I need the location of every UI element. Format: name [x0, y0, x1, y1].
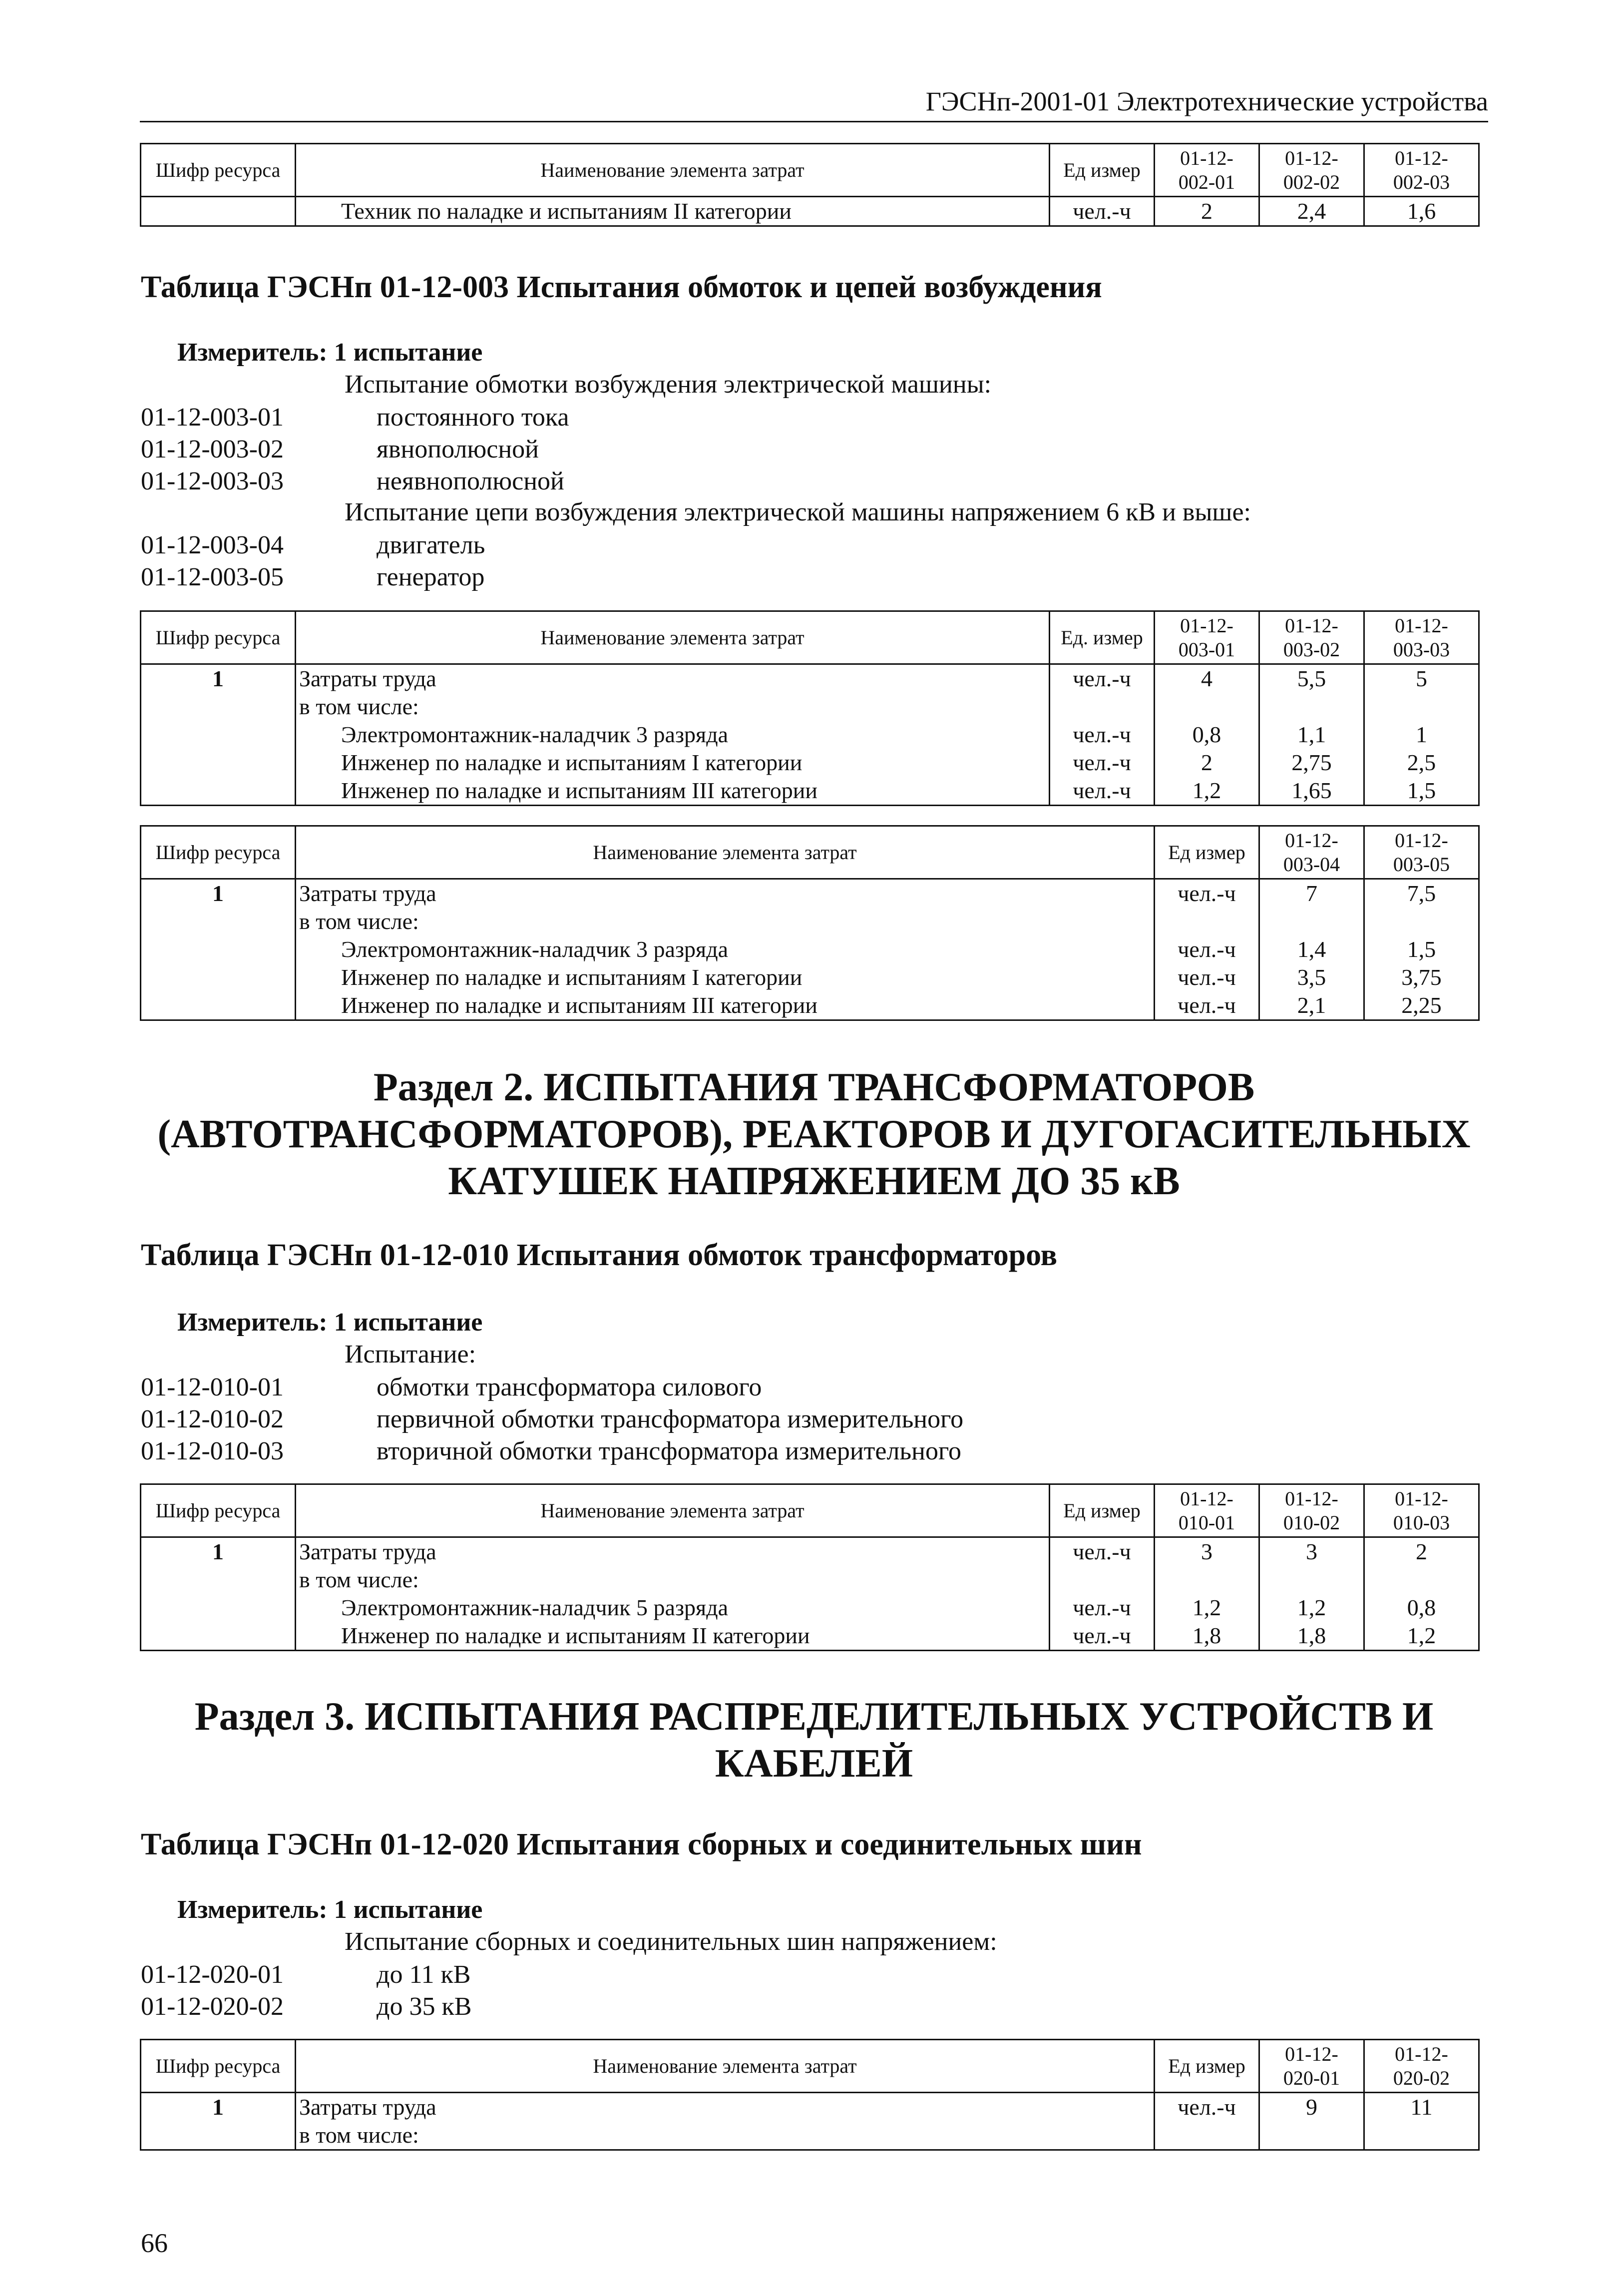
table-row [141, 2093, 1479, 2122]
unit [1050, 693, 1155, 721]
work-name: до 35 кВ [377, 1992, 472, 2021]
cost-element-name: Инженер по наладке и испытаниям III категории [296, 777, 1050, 806]
col-header-resource-code: Шифр ресурса [141, 2040, 296, 2093]
cost-table-020 [140, 2039, 1480, 2151]
list-item [141, 529, 485, 561]
unit: чел.-ч [1155, 2093, 1259, 2122]
unit: чел.-ч [1155, 879, 1259, 908]
list-item [141, 561, 485, 593]
cost-element-name: Затраты труда [296, 664, 1050, 693]
norm-value: 1,6 [1364, 197, 1479, 226]
list-item [141, 1435, 963, 1467]
table-row [141, 1566, 1479, 1594]
table-row [141, 749, 1479, 777]
work-code: 01-12-003-03 [141, 467, 284, 495]
unit [1155, 908, 1259, 935]
cost-element-name: в том числе: [296, 1566, 1050, 1594]
table-row [141, 664, 1479, 693]
cost-element-name: Техник по наладке и испытаниям II категории [296, 197, 1050, 226]
col-header-norm-2: 01-12- 010-02 [1259, 1484, 1364, 1537]
cost-element-name: в том числе: [296, 693, 1050, 721]
list-item [141, 402, 569, 434]
col-header-norm-2: 01-12- 020-02 [1364, 2040, 1479, 2093]
list-item [141, 434, 569, 465]
resource-code: 1 [141, 2093, 296, 2122]
running-title: ГЭСНп-2001-01 Электротехнические устройства [925, 86, 1488, 116]
table-row [141, 1622, 1479, 1651]
col-header-resource-code: Шифр ресурса [141, 1484, 296, 1537]
col-header-norm-2: 01-12- 003-02 [1259, 611, 1364, 664]
table-row [141, 991, 1479, 1020]
norm-value [1364, 2121, 1479, 2150]
norm-value: 1,4 [1259, 935, 1364, 963]
table-row [141, 935, 1479, 963]
cost-element-name: Инженер по наладке и испытаниям II категории [296, 1622, 1050, 1651]
resource-code [141, 721, 296, 749]
list-item [141, 465, 569, 497]
col-header-resource-code: Шифр ресурса [141, 611, 296, 664]
table-row [141, 908, 1479, 935]
norm-value: 1,8 [1259, 1622, 1364, 1651]
resource-code: 1 [141, 879, 296, 908]
cost-element-name: в том числе: [296, 908, 1155, 935]
table-row [141, 879, 1479, 908]
work-code: 01-12-020-02 [141, 1992, 284, 2021]
work-name: генератор [377, 563, 485, 591]
norm-value [1364, 908, 1479, 935]
work-code: 01-12-010-03 [141, 1437, 284, 1465]
cost-element-name: Электромонтажник-наладчик 3 разряда [296, 721, 1050, 749]
norm-value: 3,5 [1259, 963, 1364, 991]
norm-value: 4 [1155, 664, 1259, 693]
norm-value: 2 [1155, 749, 1259, 777]
norm-value [1155, 1566, 1259, 1594]
table-row [141, 693, 1479, 721]
work-code: 01-12-003-05 [141, 563, 284, 591]
col-header-norm-1: 01-12- 020-01 [1259, 2040, 1364, 2093]
cost-element-name: Затраты труда [296, 1537, 1050, 1566]
norm-value: 2 [1155, 197, 1259, 226]
col-header-norm-3: 01-12- 003-03 [1364, 611, 1479, 664]
cost-table-010 [140, 1483, 1480, 1651]
col-header-cost-element: Наименование элемента затрат [296, 2040, 1155, 2093]
col-header-unit: Ед измер [1050, 1484, 1155, 1537]
norm-value: 1,5 [1364, 935, 1479, 963]
col-header-norm-1: 01-12- 010-01 [1155, 1484, 1259, 1537]
col-header-norm-2: 01-12- 002-02 [1259, 144, 1364, 197]
col-header-norm-3: 01-12- 010-03 [1364, 1484, 1479, 1537]
resource-code [141, 197, 296, 226]
resource-code [141, 693, 296, 721]
unit: чел.-ч [1050, 1537, 1155, 1566]
unit: чел.-ч [1050, 777, 1155, 806]
table-row [141, 1594, 1479, 1622]
norm-value [1259, 1566, 1364, 1594]
table-title-010: Таблица ГЭСНп 01-12-010 Испытания обмоток трансформаторов [141, 1238, 1058, 1272]
cost-element-name: Электромонтажник-наладчик 3 разряда [296, 935, 1155, 963]
norm-value [1259, 693, 1364, 721]
cost-element-name: Инженер по наладке и испытаниям III категории [296, 991, 1155, 1020]
norm-value: 2,5 [1364, 749, 1479, 777]
resource-code [141, 1622, 296, 1651]
cost-element-name: Инженер по наладке и испытаниям I категории [296, 963, 1155, 991]
work-items-list [141, 402, 569, 497]
work-code: 01-12-010-02 [141, 1405, 284, 1433]
work-items-list [141, 529, 485, 593]
work-description: Испытание: [345, 1340, 476, 1369]
norm-value: 3,75 [1364, 963, 1479, 991]
norm-value: 2 [1364, 1537, 1479, 1566]
col-header-resource-code: Шифр ресурса [141, 144, 296, 197]
norm-value: 1,8 [1155, 1622, 1259, 1651]
resource-code [141, 963, 296, 991]
col-header-norm-1: 01-12- 003-01 [1155, 611, 1259, 664]
table-title-020: Таблица ГЭСНп 01-12-020 Испытания сборных и соединительных шин [141, 1828, 1142, 1861]
norm-value [1259, 908, 1364, 935]
work-items-list [141, 1372, 963, 1467]
table-row [141, 963, 1479, 991]
page-number: 66 [141, 2228, 168, 2258]
work-name: постоянного тока [377, 403, 569, 432]
norm-value: 1,2 [1155, 777, 1259, 806]
norm-value: 7,5 [1364, 879, 1479, 908]
cost-element-name: Затраты труда [296, 879, 1155, 908]
col-header-cost-element: Наименование элемента затрат [296, 826, 1155, 879]
work-name: двигатель [377, 531, 485, 559]
unit: чел.-ч [1050, 197, 1155, 226]
norm-value: 1,2 [1364, 1622, 1479, 1651]
norm-value: 2,1 [1259, 991, 1364, 1020]
col-header-norm-4: 01-12- 003-04 [1259, 826, 1364, 879]
norm-value: 11 [1364, 2093, 1479, 2122]
norm-value [1259, 2121, 1364, 2150]
col-header-unit: Ед измер [1155, 826, 1259, 879]
list-item [141, 1959, 471, 1991]
work-name: неявнополюсной [377, 467, 564, 495]
unit: чел.-ч [1155, 991, 1259, 1020]
work-code: 01-12-020-01 [141, 1960, 284, 1989]
work-description: Испытание цепи возбуждения электрической машины напряжением 6 кВ и выше: [345, 498, 1251, 526]
col-header-resource-code: Шифр ресурса [141, 826, 296, 879]
unit: чел.-ч [1155, 935, 1259, 963]
col-header-cost-element: Наименование элемента затрат [296, 611, 1050, 664]
list-item [141, 1372, 963, 1403]
col-header-norm-5: 01-12- 003-05 [1364, 826, 1479, 879]
norm-value: 2,25 [1364, 991, 1479, 1020]
cost-table-003-a [140, 610, 1480, 806]
work-name: явнополюсной [377, 435, 539, 463]
norm-value [1364, 1566, 1479, 1594]
norm-value: 2,75 [1259, 749, 1364, 777]
work-code: 01-12-003-01 [141, 403, 284, 432]
measurement-unit: Измеритель: 1 испытание [177, 1895, 483, 1924]
table-title-003: Таблица ГЭСНп 01-12-003 Испытания обмоток и цепей возбуждения [141, 270, 1102, 304]
col-header-norm-3: 01-12- 002-03 [1364, 144, 1479, 197]
section-3-heading: Раздел 3. ИСПЫТАНИЯ РАСПРЕДЕЛИТЕЛЬНЫХ УСТРОЙСТВ И КАБЕЛЕЙ [194, 1695, 1434, 1786]
col-header-cost-element: Наименование элемента затрат [296, 1484, 1050, 1537]
list-item [141, 1991, 471, 2023]
resource-code [141, 1594, 296, 1622]
unit: чел.-ч [1050, 664, 1155, 693]
work-description: Испытание сборных и соединительных шин напряжением: [345, 1927, 997, 1956]
norm-value: 1,2 [1259, 1594, 1364, 1622]
work-name: первичной обмотки трансформатора измерительного [377, 1405, 964, 1433]
norm-value: 5 [1364, 664, 1479, 693]
col-header-unit: Ед измер [1155, 2040, 1259, 2093]
work-code: 01-12-003-02 [141, 435, 284, 463]
norm-value: 5,5 [1259, 664, 1364, 693]
unit: чел.-ч [1050, 749, 1155, 777]
col-header-unit: Ед измер [1050, 144, 1155, 197]
col-header-norm-1: 01-12- 002-01 [1155, 144, 1259, 197]
norm-value [1364, 693, 1479, 721]
cost-element-name: Затраты труда [296, 2093, 1155, 2122]
norm-value: 7 [1259, 879, 1364, 908]
work-name: вторичной обмотки трансформатора измерительного [377, 1437, 961, 1465]
norm-value: 9 [1259, 2093, 1364, 2122]
measurement-unit: Измеритель: 1 испытание [177, 338, 483, 367]
cost-element-name: Электромонтажник-наладчик 5 разряда [296, 1594, 1050, 1622]
table-row [141, 197, 1479, 226]
resource-code [141, 2121, 296, 2150]
list-item [141, 1403, 963, 1435]
table-row [141, 777, 1479, 806]
table-row [141, 2121, 1479, 2150]
norm-value: 0,8 [1155, 721, 1259, 749]
norm-value: 1,1 [1259, 721, 1364, 749]
resource-code: 1 [141, 1537, 296, 1566]
col-header-cost-element: Наименование элемента затрат [296, 144, 1050, 197]
resource-code [141, 1566, 296, 1594]
resource-code [141, 991, 296, 1020]
resource-code [141, 749, 296, 777]
resource-code [141, 935, 296, 963]
measurement-unit: Измеритель: 1 испытание [177, 1308, 483, 1337]
work-name: до 11 кВ [377, 1960, 471, 1989]
cost-table-003-b [140, 825, 1480, 1021]
unit [1155, 2121, 1259, 2150]
norm-value: 0,8 [1364, 1594, 1479, 1622]
work-code: 01-12-003-04 [141, 531, 284, 559]
norm-value: 2,4 [1259, 197, 1364, 226]
work-code: 01-12-010-01 [141, 1373, 284, 1401]
resource-code: 1 [141, 664, 296, 693]
col-header-unit: Ед. измер [1050, 611, 1155, 664]
resource-code [141, 777, 296, 806]
unit: чел.-ч [1155, 963, 1259, 991]
norm-value: 1,65 [1259, 777, 1364, 806]
norm-value: 1,5 [1364, 777, 1479, 806]
work-description: Испытание обмотки возбуждения электрической машины: [345, 370, 992, 399]
norm-value: 1 [1364, 721, 1479, 749]
unit: чел.-ч [1050, 721, 1155, 749]
unit [1050, 1566, 1155, 1594]
work-items-list [141, 1959, 471, 2023]
cost-element-name: Инженер по наладке и испытаниям I категории [296, 749, 1050, 777]
section-2-heading: Раздел 2. ИСПЫТАНИЯ ТРАНСФОРМАТОРОВ (АВТОТРАНСФОРМАТОРОВ), РЕАКТОРОВ И ДУГОГАСИТЕЛЬНЫХ КАТУШЕК НАПРЯЖЕНИЕМ ДО 35 кВ [157, 1065, 1471, 1203]
norm-value [1155, 693, 1259, 721]
norm-value: 3 [1155, 1537, 1259, 1566]
norm-value: 1,2 [1155, 1594, 1259, 1622]
unit: чел.-ч [1050, 1622, 1155, 1651]
table-row [141, 721, 1479, 749]
cost-element-name: в том числе: [296, 2121, 1155, 2150]
resource-code [141, 908, 296, 935]
cost-table-002-continued [140, 143, 1480, 227]
table-row [141, 1537, 1479, 1566]
unit: чел.-ч [1050, 1594, 1155, 1622]
work-name: обмотки трансформатора силового [377, 1373, 762, 1401]
norm-value: 3 [1259, 1537, 1364, 1566]
page-header [140, 86, 1488, 122]
